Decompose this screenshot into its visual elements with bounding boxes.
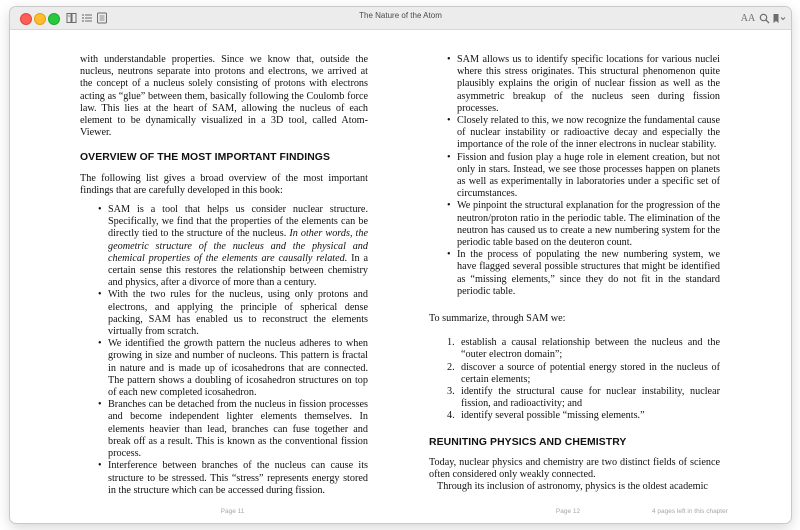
list-item: • Interference between branches of the nucleus can cause its structure to be stressed. This “stress” represents energy stored in the structure which can be accessed during fission. (98, 460, 368, 497)
right-page-text (429, 54, 720, 494)
list-number: 3. (447, 386, 455, 398)
bookmark-icon[interactable] (771, 10, 787, 26)
list-item: • With the two rules for the nucleus, using only protons and electrons, and applying the principle of spherical dense packing, SAM has enabled us to reconstruct the elements virtually from scratch. (98, 289, 368, 338)
list-item (447, 410, 720, 422)
list-item: • SAM allows us to identify specific locations for various nuclei where this stress originates. This structural phenomenon quite plausibly explains the origin of nuclear fission as well as the asymmetric breakup of the nucleus seen during fission processes. (447, 54, 720, 115)
list-item (447, 386, 720, 410)
list-item (98, 204, 368, 289)
list-item-text: identify several possible “missing elements.” (461, 410, 645, 422)
list-number: 1. (447, 337, 455, 349)
intro-paragraph: with understandable properties. Since we know that, outside the nucleus, neutrons separate into protons and electrons, we arrived at the concept of a nucleus solely consisting of protons with electrons acting as “glue” between them, basically following the Coulomb force law. This lies at the heart of SAM, allowing the nucleus of each element to be dynamically visualized in a 3D tool, called Atom-Viewer. (80, 54, 368, 139)
findings-list-continued (447, 54, 720, 298)
list-number: 2. (447, 361, 455, 373)
list-item: • Branches can be detached from the nucleus in fission processes and become independent lighter elements themselves. In elements heavier than lead, branches can fuse together and break off as a result. This is known as the conventional fission process. (98, 399, 368, 460)
list-item: • Fission and fusion play a huge role in element creation, but not only in stars. Instead, we see those processes happen on planets as well as experimentally in laboratories under a specific set of circumstances. (447, 152, 720, 201)
bullet-text: In a certain sense this restores the relationship between chemistry and physics, after a divorce of more than a century. (108, 252, 368, 289)
list-item: • Closely related to this, we now recognize the fundamental cause of nuclear instability or radioactive decay and especially the importance of the role of the inner electrons in nuclear stability. (447, 115, 720, 152)
list-item-text: discover a source of potential energy stored in the nucleus of certain elements; (461, 361, 720, 385)
text-size-label: AA (740, 12, 756, 24)
page-number-left: Page 11 (220, 508, 245, 515)
list-item (447, 337, 720, 361)
bullet-text: SAM is a tool that helps us consider nuclear structure. Specifically, we find that the properties of the elements can be directly tied to the structure of the nucleus. (108, 204, 368, 240)
chapter-pages-remaining: 4 pages left in this chapter (652, 508, 728, 515)
list-number: 4. (447, 410, 455, 422)
list-item (447, 362, 720, 386)
list-item: • We identified the growth pattern the nucleus adheres to when growing in size and number of nucleons. This pattern is fractal in nature and is made up of icosahedrons that are connected. The pattern shows a doubling of icosahedron structures on top of each new completed icosahedron. (98, 338, 368, 399)
list-item: • We pinpoint the structural explanation for the progression of the neutron/proton ratio in the periodic table. The elimination of the neutron has caused us to create a new numbering system for the periodic table based on the deuteron count. (447, 200, 720, 249)
right-page (400, 29, 791, 523)
overview-lead-paragraph: The following list gives a broad overview of the most important findings that are carefully developed in this book: (80, 172, 368, 196)
title-bar (10, 7, 791, 30)
left-page-text (80, 54, 368, 497)
reuniting-heading: REUNITING PHYSICS AND CHEMISTRY (429, 436, 627, 448)
text-size-icon[interactable] (740, 10, 756, 26)
findings-list (98, 204, 368, 497)
list-item-text: establish a causal relationship between the nucleus and the “outer electron domain”; (461, 337, 720, 361)
bullet-italic-text: In other words, the geometric structure of the nucleus and the physical and chemical properties of the elements are causally related. (108, 228, 368, 264)
left-page (10, 29, 400, 523)
summary-list (447, 337, 720, 422)
list-item: • In the process of populating the new numbering system, we have flagged several possible structures that might be identified as “missing elements,” since they do not fit in the standard periodic table. (447, 249, 720, 298)
reader-window (10, 7, 791, 523)
page-number-right: Page 12 (555, 508, 581, 515)
reuniting-paragraph: Today, nuclear physics and chemistry are two distinct fields of science often considered only weakly connected. (429, 456, 720, 481)
summary-lead-paragraph: To summarize, through SAM we: (429, 313, 566, 325)
list-item-text: identify the structural cause for nuclear instability, nuclear fission, and radioactivity; and (461, 386, 720, 410)
astronomy-paragraph: Through its inclusion of astronomy, physics is the oldest academic (437, 481, 708, 493)
search-icon[interactable] (757, 10, 771, 26)
window-title: The Nature of the Atom (359, 11, 442, 20)
overview-heading: OVERVIEW OF THE MOST IMPORTANT FINDINGS (80, 152, 331, 164)
